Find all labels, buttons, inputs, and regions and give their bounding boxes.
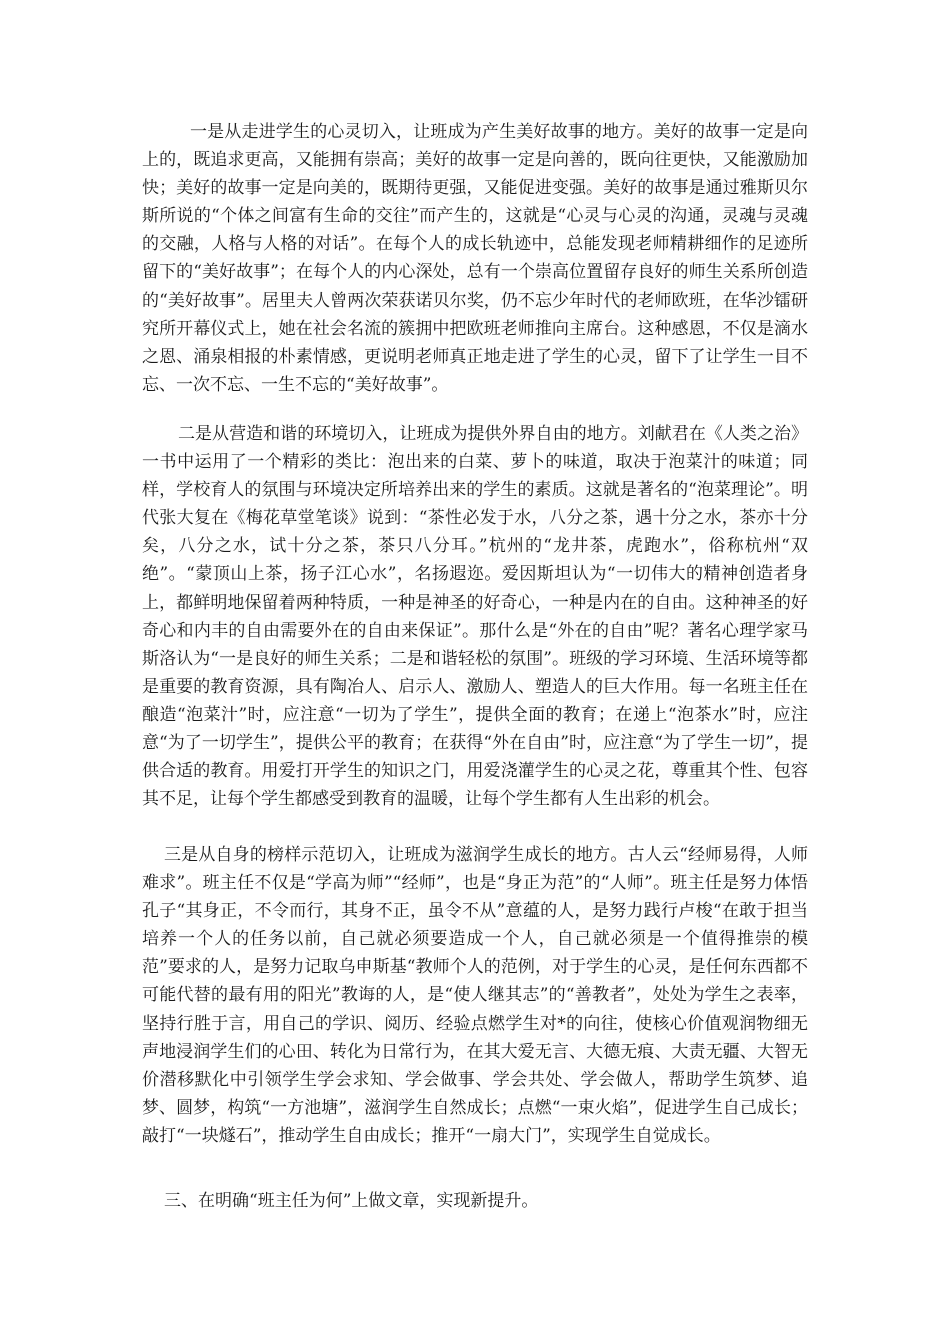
paragraph-3: 三是从自身的榜样示范切入，让班成为滋润学生成长的地方。古人云“经师易得，人师难求”。班主任不仅是“学高为师”“经师”，也是“身正为范”的“人师”。班主任是努力体悟孔子“其身正，不令而行，其身不正，虽令不从”意蕴的人，是努力践行卢梭“在敢于担当培养一个人的任务以前，自己就必须要造成一个人，自己就必须是一个值得推崇的模范”要求的人，是努力记取乌申斯基“教师个人的范例，对于学生的心灵，是任何东西都不可能代替的最有用的阳光”教诲的人，是“使人继其志”的“善教者”，处处为学生之表率，坚持行胜于言，用自己的学识、阅历、经验点燃学生对*的向往，使核心价值观润物细无声地浸润学生们的心田、转化为日常行为，在其大爱无言、大德无痕、大责无疆、大智无价潜移默化中引领学生学会求知、学会做事、学会共处、学会做人，帮助学生筑梦、追梦、圆梦，构筑“一方池塘”，滋润学生自然成长；点燃“一束火焰”，促进学生自己成长；敲打“一块燧石”，推动学生自由成长；推开“一扇大门”，实现学生自觉成长。 bbox=[142, 845, 808, 1146]
paragraph-2: 二是从营造和谐的环境切入，让班成为提供外界自由的地方。刘献君在《人类之治》一书中运用了一个精彩的类比：泡出来的白菜、萝卜的味道，取决于泡菜汁的味道；同样，学校育人的氛围与环境决定所培养出来的学生的素质。这就是著名的“泡菜理论”。明代张大复在《梅花草堂笔谈》说到：“茶性必发于水，八分之茶，遇十分之水，茶亦十分矣，八分之水，试十分之茶，茶只八分耳。”杭州的“龙井茶，虎跑水”，俗称杭州“双绝”。“蒙顶山上茶，扬子江心水”，名扬遐迩。爱因斯坦认为“一切伟大的精神创造者身上，都鲜明地保留着两种特质，一种是神圣的好奇心，一种是内在的自由。这种神圣的好奇心和内丰的自由需要外在的自由来保证”。那什么是“外在的自由”呢？著名心理学家马斯洛认为“一是良好的师生关系；二是和谐轻松的氛围”。班级的学习环境、生活环境等都是重要的教育资源，具有陶冶人、启示人、激励人、塑造人的巨大作用。每一名班主任在酿造“泡菜汁”时，应注意“一切为了学生”，提供全面的教育；在递上“泡茶水”时，应注意“为了一切学生”，提供公平的教育；在获得“外在自由”时，应注意“为了学生一切”，提供合适的教育。用爱打开学生的知识之门，用爱浇灌学生的心灵之花，尊重其个性、包容其不足，让每个学生都感受到教育的温暖，让每个学生都有人生出彩的机会。 bbox=[142, 424, 808, 810]
paragraph-1: 一是从走进学生的心灵切入，让班成为产生美好故事的地方。美好的故事一定是向上的，既追求更高，又能拥有崇高；美好的故事一定是向善的，既向往更快，又能激励加快；美好的故事一定是向美的，既期待更强，又能促进变强。美好的故事是通过雅斯贝尔斯所说的“个体之间富有生命的交往”而产生的，这就是“心灵与心灵的沟通，灵魂与灵魂的交融，人格与人格的对话”。在每个人的成长轨迹中，总能发现老师精耕细作的足迹所留下的“美好故事”；在每个人的内心深处，总有一个崇高位置留存良好的师生关系所创造的“美好故事”。居里夫人曾两次荣获诺贝尔奖，仍不忘少年时代的老师欧班，在华沙镭研究所开幕仪式上，她在社会名流的簇拥中把欧班老师推向主席台。这种感恩，不仅是滴水之恩、涌泉相报的朴素情感，更说明老师真正地走进了学生的心灵，留下了让学生一目不忘、一次不忘、一生不忘的“美好故事”。 bbox=[142, 122, 808, 395]
section-heading: 三、在明确“班主任为何”上做文章，实现新提升。 bbox=[164, 1191, 539, 1211]
